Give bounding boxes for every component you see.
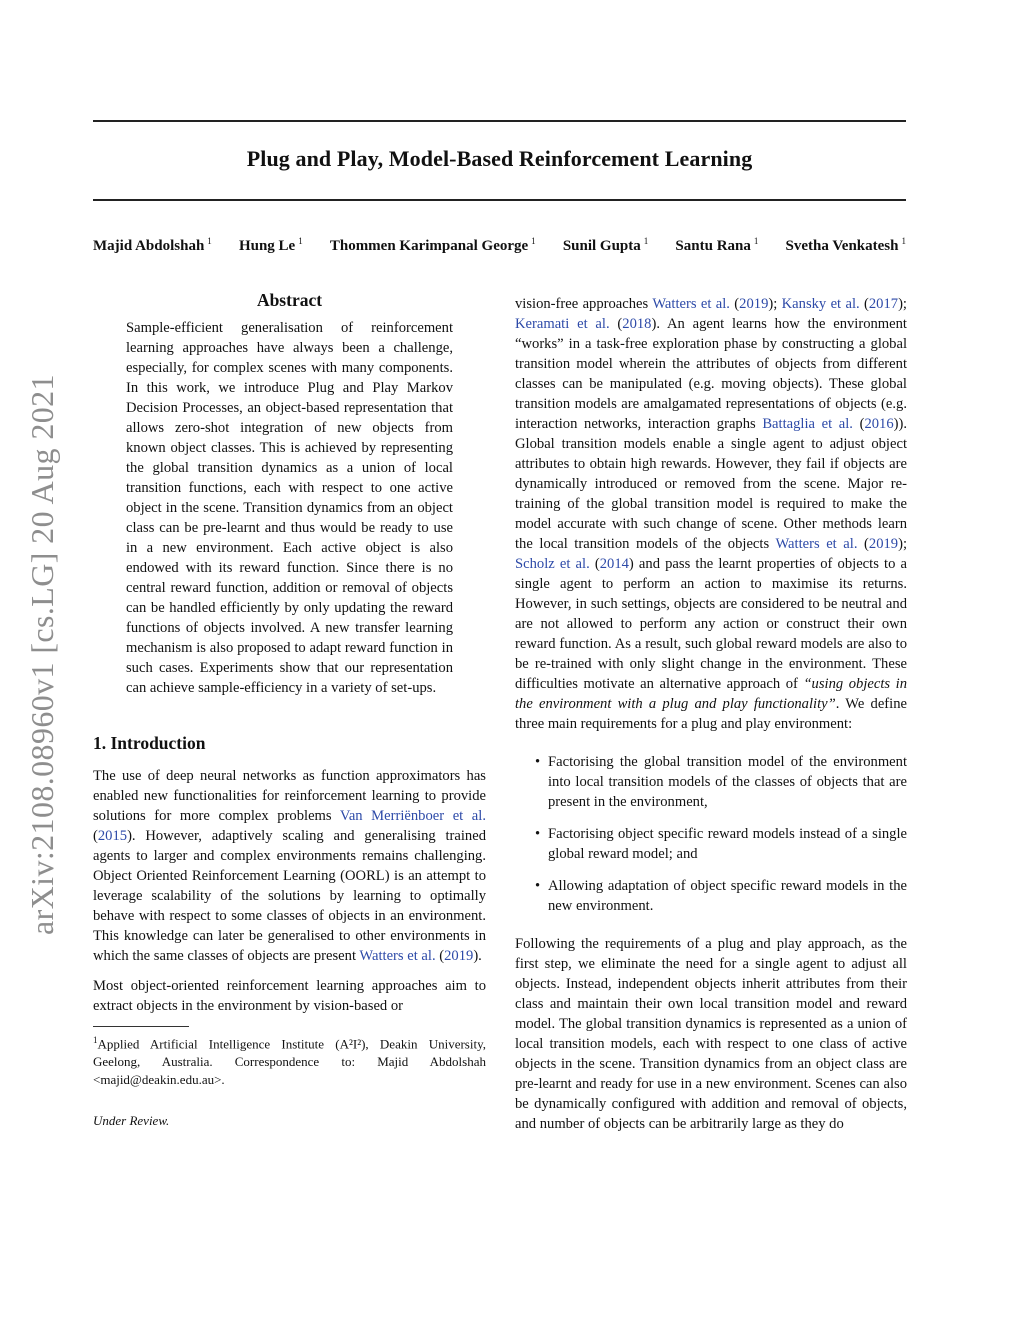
citation-year-link[interactable]: 2018 [622,316,652,332]
author: Hung Le $^1$ [238,236,303,254]
citation-year-link[interactable]: 2019 [444,948,474,964]
list-item: • Factorising the global transition model of the environment into local transition models of the classes of objects that are present in the environment, [515,752,907,812]
citation-link[interactable]: Watters et al. [652,296,730,312]
author-list [93,236,906,255]
author: Santu Rana $^1$ [675,236,759,254]
citation-year-link[interactable]: 2019 [739,296,769,312]
intro-paragraph: The use of deep neural networks as function approximators has enabled new functionalities for reinforcement learning to provide solutions for more complex problems Van Merriënboer et al. (2015). However, adaptively scaling and generalising trained agents to larger and complex environments remains challenging. Object Oriented Reinforcement Learning (OORL) is an attempt to leverage scalability of the solutions by learning to optimally behave with respect to some classes of objects in an environment. This knowledge can later be generalised to other environments in which the same classes of objects are present Watters et al. (2019). [93,768,486,964]
citation-link[interactable]: Kansky et al. [781,296,860,312]
right-column [515,294,907,1144]
author: Thommen Karimpanal George $^1$ [329,236,536,254]
footnote-rule [93,1026,189,1027]
citation-link[interactable]: Watters et al. [359,948,436,964]
citation-link[interactable]: Battaglia et al. [762,416,853,432]
list-item: • Factorising object specific reward models instead of a single global reward model; and [515,824,907,864]
body-paragraph: vision-free approaches Watters et al. (2019); Kansky et al. (2017); Keramati et al. (2018). An agent learns how the environment “works” in a task-free exploration phase by constructing a global transition model wherein the attributes of objects from different classes can be manipulated (e.g. moving objects). These global transition models are amalgamated representations of objects (e.g. interaction networks, interaction graphs Battaglia et al. (2016)). Global transition models enable a single agent to adjust object attributes to obtain high rewards. However, they fail if objects are dynamically introduced or removed from the scene. Major re-training of the global transition model is required to make the model accurate with such change of scene. Other methods learn the local transition models of the objects Watters et al. (2019); Scholz et al. (2014) and pass the learnt properties of objects to a single agent to perform an action to maximise its returns. However, in such settings, objects are considered to be neutral and are not allowed to perform any action or construct their own reward function. As a result, such global reward models are also to be re-trained with only slight change in the environment. These difficulties motivate an alternative approach of “using objects in the environment with a plug and play functionality”. We define three main requirements for a plug and play environment: [515,296,908,732]
requirements-list [515,752,907,916]
footnote: $^1$Applied Artificial Intelligence Institute (A²I²), Deakin University, Geelong, Australia. Correspondence to: Majid Abdolshah <majid@deakin.edu.au>. [93,1035,486,1088]
review-note: Under Review. [93,1113,170,1129]
intro-paragraph: Most object-oriented reinforcement learning approaches aim to extract objects in the environment by vision-based or [93,978,486,1014]
citation-year-link[interactable]: 2014 [599,556,629,572]
citation-year-link[interactable]: 2017 [868,296,899,312]
list-item: • Allowing adaptation of object specific reward models in the new environment. [515,876,907,916]
author: Sunil Gupta $^1$ [562,236,649,254]
abstract-body: Sample-efficient generalisation of reinforcement learning approaches have always been a challenge, especially, for complex scenes with many components. In this work, we introduce Plug and Play Markov Decision Processes, an object-based representation that allows zero-shot integration of new objects from known object classes. This is achieved by representing the global transition dynamics as a union of local transition functions, each with respect to one active object in the scene. Transition dynamics from an object class can be pre-learnt and thus would be ready to use in a new environment. Each active object is also endowed with its reward function. Since there is no central reward function, addition or removal of objects can be handled efficiently by only updating the reward functions of objects involved. A new transfer learning mechanism is also proposed to adapt reward function in such cases. Experiments show that our representation can achieve sample-efficiency in a variety of set-ups. [126,320,453,696]
author: Svetha Venkatesh $^1$ [785,236,906,254]
emphasis-quote: “using objects in the environment with a plug and play functionality” [515,676,908,712]
abstract-heading: Abstract [256,290,323,310]
citation-year-link[interactable]: 2015 [97,828,128,844]
citation-link[interactable]: Van Merriënboer et al. [339,808,486,824]
title-top-rule [93,120,906,122]
citation-year-link[interactable]: 2016 [864,416,894,432]
paper-title: Plug and Play, Model-Based Reinforcement Learning [246,146,753,171]
citation-link[interactable]: Watters et al. [775,536,858,552]
arxiv-stamp: arXiv:2108.08960v1 [cs.LG] 20 Aug 2021 [24,374,60,935]
citation-link[interactable]: Keramati et al. [515,316,610,332]
title-bottom-rule [93,199,906,201]
citation-link[interactable]: Scholz et al. [515,556,590,572]
section-heading-introduction: 1. Introduction [93,733,206,753]
left-column [93,290,486,1131]
citation-year-link[interactable]: 2019 [868,536,899,552]
author: Majid Abdolshah $^1$ [93,236,212,254]
body-paragraph: Following the requirements of a plug and play approach, as the first step, we eliminate the need for a single agent to adjust all objects. Instead, independent objects inherit attributes from their class and maintain their own local transition model and reward model. The global transition dynamics is represented as a union of local transition models, each with respect to one class of active objects in the scene. Transition dynamics from an object class are pre-learnt and ready for use in a new environment. Scenes can also be dynamically configured with addition and removal of objects, and number of objects can be arbitrarily large as they do [515,936,907,1132]
